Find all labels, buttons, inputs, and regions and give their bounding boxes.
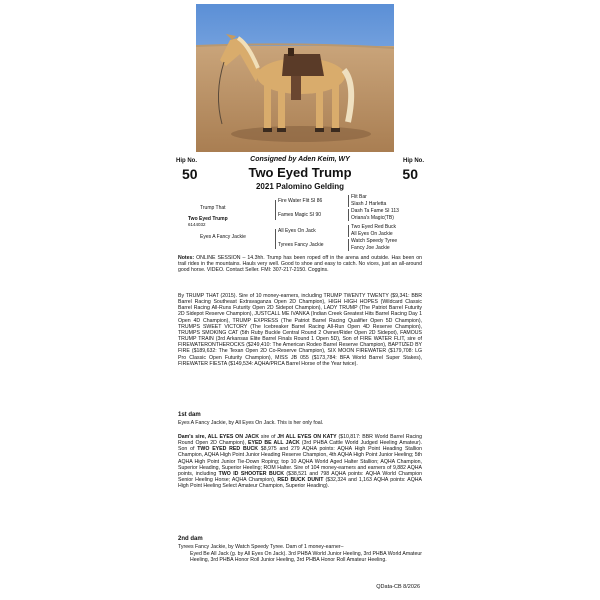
horse-subtitle: 2021 Palomino Gelding	[255, 182, 345, 191]
pedigree-dam-sire: All Eyes On Jack	[278, 228, 316, 234]
dams-sire-paragraph	[178, 434, 422, 489]
pedigree-bracket	[348, 195, 349, 207]
pedigree-g1: Flit Bar	[351, 194, 367, 200]
consignor: Consigned by Aden Keim, WY	[250, 156, 350, 163]
text-run-bold: RED BUCK DUNIT	[277, 477, 324, 484]
sire-paragraph: By TRUMP THAT (2015). Sire of 10 money-earners, including TRUMP TWENTY TWENTY ($9,341: BBR Barrel Racing Southeast Extravaganza Open 2D Champion), HIGH HIGH HOPES (Wildcard Classic Barrel Racing All-Runs Futurity Open 2D Sidepot Champion), LADY TRUMP (The Patriot Barrel Futurity 2D Sidepot Reserve Champion), JUSTCALL ME IVANKA (Indian Creek Greatest Hits Barrel Racing Day 1 Open 4D Champion), TRUMP EXPRESS (The Patriot Barrel Racing Qualifier Open 5D Champion), TRUMPS SWEET VICTORY (The Icebreaker Barrel Racing All-Run Open 4D Reserve Champion), TRUMPS SMOKING CAT (5th Ruby Buckle Central Round 2 Owner/Rider Open 2D Sidepot), FAMOUS TRUMP TRAIN (3rd Arkansas Elite Barrel Finals Round 1 Open 5D), Son of FIRE WATER FLIT, sire of FIREWATERONTHEROCKS ($249,410: The American Rodeo Barrel Reserve Champion), BAPTIZED BY FIRE ($189,632: The Texan Open 2D Co-Reserve Champion), SIX MOON FIREWATER ($179,708: LG Pro Classic Open Futurity Champion), MISS JB 055 ($173,784: BFA World Barrel Super Stakes), FIREWATER FIESTA ($149,534: AQHA/PRCA Barrel Horse of the Year twice).	[178, 293, 422, 367]
text-run: $8,975 and 279 AQHA points: AQHA High Point Heading Stallion Champion, AQHA High Point Junior Heading Reserve Champion, 4th AQHA High Point Junior Heeling; 5th AQHA High Point Junior Tie-Down Roping; top 10 AQHA World Aged Halter Stallion; AQHA Champion, Superior Heading, Superior Heeling; ROM Halter. Sire of 104 money-earners and earners of 9,882 AQHA points, including	[178, 446, 422, 477]
pedigree-g4: Oriana's Magic(TB)	[351, 215, 394, 221]
pedigree-horse: Two Eyed Trump	[188, 216, 228, 222]
hip-number-right: 50	[402, 166, 418, 182]
pedigree-g7: Watch Speedy Tyree	[351, 238, 398, 244]
text-run-bold: JH ALL EYES ON KATY	[277, 434, 337, 440]
text-run-bold: TWO ID SHOOTER BUCK	[218, 470, 284, 477]
pedigree-bracket	[348, 209, 349, 221]
pedigree-g3: Dash Ta Fame SI 113	[351, 208, 399, 214]
catalog-page	[172, 0, 428, 600]
text-run: sire of	[258, 434, 278, 440]
hip-number-left: 50	[182, 166, 198, 182]
second-dam-heading: 2nd dam	[178, 536, 203, 542]
pedigree-sire: Trump That	[200, 205, 226, 211]
hip-label-left: Hip No.	[176, 158, 197, 164]
horse-name: Two Eyed Trump	[248, 165, 352, 180]
pedigree-bracket	[275, 200, 276, 220]
notes-paragraph	[178, 255, 422, 273]
pedigree-reg-no: 6144032	[188, 222, 206, 227]
pedigree-bracket	[348, 225, 349, 237]
dams-sire-lead: Dam's sire, ALL EYES ON JACK	[178, 434, 259, 440]
text-run: ($38,521 and 798 AQHA points: AQHA World Champion Senior Heeling Horse; AQHA Champion),	[178, 470, 422, 484]
second-dam-line1: Tyrees Fancy Jackie, by Watch Speedy Tyree. Dam of 1 money-earner–	[178, 544, 344, 550]
pedigree-g2: Slash J Harletta	[351, 201, 387, 207]
horse-photo	[196, 4, 394, 152]
second-dam-produce: Eyed Be All Jack (g. by All Eyes On Jack). 3rd PHBA World Junior Heeling, 3rd PHBA World Amateur Heeling, 3rd PHBA Honor Roll Junior Heeling, 3rd PHBA Honor Roll Amateur Heeling.	[190, 551, 422, 564]
text-run-bold: EYED BE ALL JACK	[248, 440, 300, 447]
pedigree-g6: All Eyes On Jackie	[351, 231, 393, 237]
pedigree-g5: Two Eyed Red Buck	[351, 224, 397, 230]
pedigree-bracket	[348, 239, 349, 251]
pedigree-sire-sire: Fire Water Flit SI 86	[278, 198, 323, 204]
pedigree-bracket	[275, 229, 276, 249]
footer-code: QData-CB 8/2026	[376, 584, 420, 590]
text-run: ($10,817: BBR World Barrel Racing Round Open 2D Champion),	[178, 434, 422, 447]
pedigree-sire-dam: Fames Magic SI 90	[278, 212, 322, 218]
notes-label: Notes:	[178, 255, 195, 261]
text-run: ($32,324 and 1,163 AQHA points: AQHA High Point Heeling Select Amateur Champion, Superior Heading).	[178, 477, 423, 490]
notes-text: ONLINE SESSION – 14.3hh. Trump has been roped off in the arena and outside. Has been on trail rides in the mountains. Hauls very well. Good to shoe and easy to catch. No vices, just an all-around good horse. VIDEO. Contact Seller. FMI: 307-217-2150. Coggins.	[178, 255, 422, 274]
pedigree-dam-dam: Tyrees Fancy Jackie	[278, 242, 324, 248]
first-dam-text: Eyes A Fancy Jackie, by All Eyes On Jack. This is her only foal.	[178, 420, 324, 426]
hip-label-right: Hip No.	[403, 158, 424, 164]
pedigree-dam: Eyes A Fancy Jackie	[200, 234, 246, 240]
pedigree-g8: Fancy Joe Jackie	[351, 245, 390, 251]
text-run-bold: TWO EYED RED BUCK	[197, 446, 258, 453]
text-run: (3rd PHBA Cattle World Judged Heeling Amateur). Son of	[178, 440, 423, 453]
first-dam-heading: 1st dam	[178, 412, 201, 418]
